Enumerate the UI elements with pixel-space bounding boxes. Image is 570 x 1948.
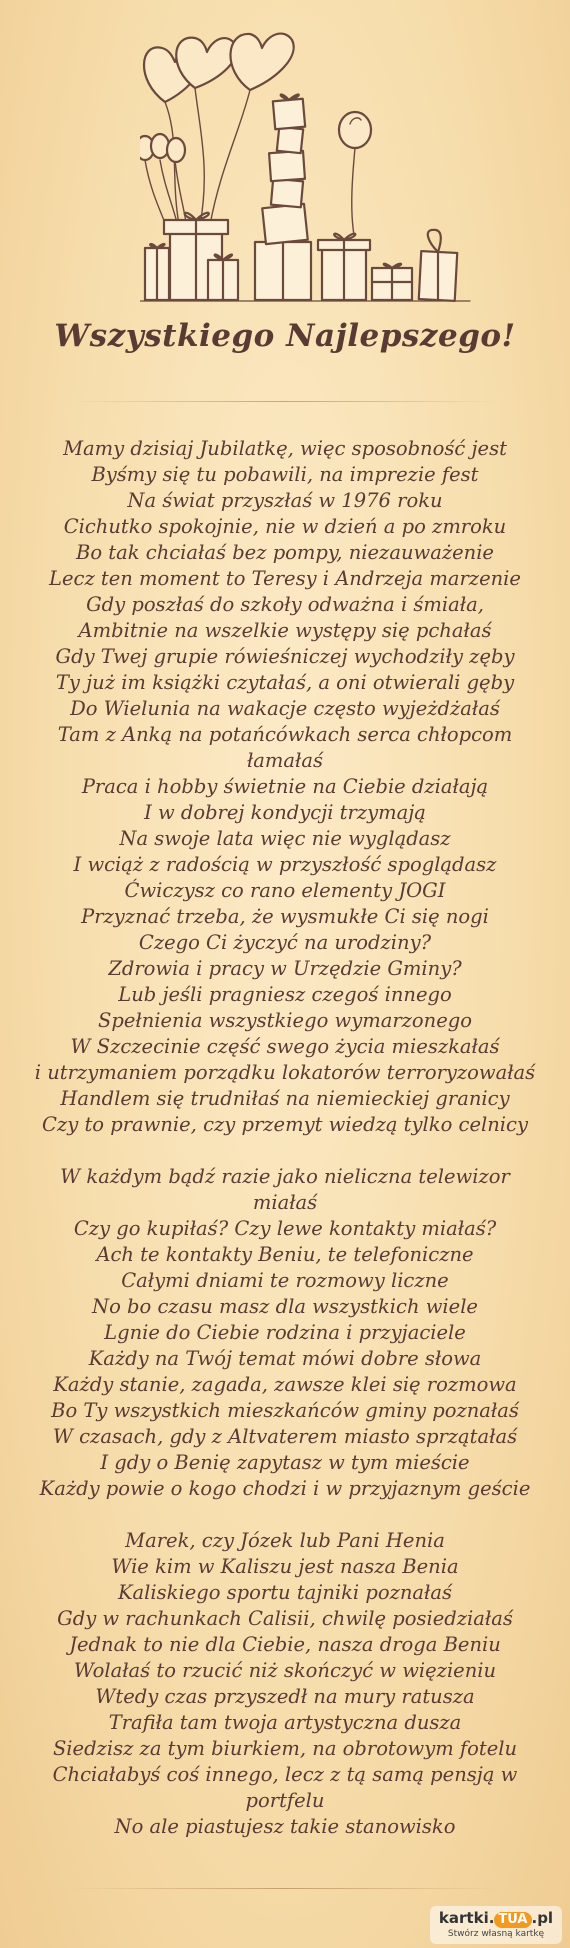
poem-line: Gdy Twej grupie rówieśniczej wychodziły zęby (55, 645, 515, 668)
poem-line: Jednak to nie dla Ciebie, nasza droga Beniu (69, 1633, 501, 1656)
poem-line: Wie kim w Kaliszu jest nasza Benia (111, 1555, 459, 1578)
poem-line: Gdy w rachunkach Calisii, chwilę posiedziałaś (57, 1607, 513, 1630)
divider-bottom (70, 1888, 500, 1889)
poem (30, 436, 540, 1840)
poem-line: Chciałabyś coś innego, lecz z tą samą pensją w portfelu (52, 1763, 518, 1812)
poem-line: Lub jeśli pragniesz czegoś innego (118, 983, 452, 1006)
poem-line: I wciąż z radością w przyszłość spoglądasz (73, 853, 497, 876)
poem-line: Ambitnie na wszelkie występy się pchałaś (78, 619, 492, 642)
poem-line: Mamy dzisiaj Jubilatkę, więc sposobność jest (63, 437, 507, 460)
poem-line: Każdy stanie, zagada, zawsze klei się rozmowa (53, 1373, 517, 1396)
poem-line: I w dobrej kondycji trzymają (144, 801, 426, 824)
poem-line: Ćwiczysz co rano elementy JOGI (124, 879, 446, 902)
poem-line: Bo Ty wszystkich mieszkańców gminy poznałaś (51, 1399, 519, 1422)
gift-box-icon (255, 95, 311, 300)
poem-line: Spełnienia wszystkiego wymarzonego (98, 1009, 472, 1032)
poem-line: Na swoje lata więc nie wyglądasz (119, 827, 451, 850)
poem-line: W każdym bądź razie jako nieliczna telewizor miałaś (60, 1165, 510, 1214)
poem-line: Czy to prawnie, czy przemyt wiedzą tylko celnicy (42, 1113, 528, 1136)
poem-line: Handlem się trudniłaś na niemieckiej granicy (60, 1087, 510, 1110)
poem-line: W Szczecinie część swego życia mieszkałaś (70, 1035, 500, 1058)
poem-stanza-1 (30, 436, 540, 1138)
poem-line: Do Wielunia na wakacje często wyjeżdżałaś (70, 697, 500, 720)
brand-logo-ball: TUA (494, 1912, 531, 1928)
poem-line: Kaliskiego sportu tajniki poznałaś (117, 1581, 453, 1604)
gift-box-icon (419, 230, 457, 301)
poem-line: No bo czasu masz dla wszystkich wiele (92, 1295, 478, 1318)
greeting-heading: Wszystkiego Najlepszego! (54, 318, 516, 354)
poem-line: Na świat przyszłaś w 1976 roku (127, 489, 443, 512)
poem-line: Marek, czy Józek lub Pani Henia (125, 1529, 445, 1552)
poem-line: Byśmy się tu pobawili, na imprezie fest (91, 463, 479, 486)
poem-line: Lgnie do Ciebie rodzina i przyjaciele (104, 1321, 466, 1344)
poem-line: i utrzymaniem porządku lokatorów terroryzowałaś (34, 1061, 536, 1084)
poem-line: Zdrowia i pracy w Urzędzie Gminy? (108, 957, 462, 980)
poem-line: Siedzisz za tym biurkiem, na obrotowym fotelu (52, 1737, 518, 1760)
poem-line: Cichutko spokojnie, nie w dzień a po zmroku (63, 515, 507, 538)
poem-line: Całymi dniami te rozmowy liczne (121, 1269, 449, 1292)
heart-balloon-icon (176, 38, 237, 88)
poem-line: Trafiła tam twoja artystyczna dusza (108, 1711, 462, 1734)
poem-line: Czego Ci życzyć na urodziny? (138, 931, 432, 954)
poem-line: Czy go kupiłaś? Czy lewe kontakty miałaś? (73, 1217, 497, 1240)
divider-top (70, 401, 500, 402)
stanza-gap (30, 1138, 540, 1164)
gift-box-icon (318, 234, 370, 300)
poem-stanza-2 (30, 1164, 540, 1502)
poem-line: Praca i hobby świetnie na Ciebie działają (81, 775, 489, 798)
brand-tagline: Stwórz własną kartkę (447, 1929, 545, 1939)
poem-line: Tam z Anką na potańcówkach serca chłopcom łamałaś (57, 723, 513, 772)
gift-box-icon (208, 255, 238, 300)
brand-link[interactable] (430, 1906, 562, 1944)
poem-line: Bo tak chciałaś bez pompy, niezauważenie (76, 541, 494, 564)
poem-line: Ach te kontakty Beniu, te telefoniczne (96, 1243, 474, 1266)
balloons-and-gifts-illustration (140, 20, 480, 320)
heart-balloon-icon (230, 34, 293, 90)
poem-stanza-3 (30, 1528, 540, 1840)
gift-box-icon (372, 264, 412, 300)
brand-logo: kartki. TUA .pl (438, 1909, 554, 1927)
poem-line: Gdy poszłaś do szkoły odważna i śmiała, (86, 593, 484, 616)
poem-line: Wolałaś to rzucić niż skończyć w więzieniu (73, 1659, 497, 1682)
poem-line: Wtedy czas przyszedł na mury ratusza (95, 1685, 475, 1708)
round-balloon-icon (140, 134, 185, 162)
poem-line: No ale piastujesz takie stanowisko (114, 1815, 456, 1838)
poem-line: W czasach, gdy z Altvaterem miasto sprzątałaś (52, 1425, 518, 1448)
poem-line: Lecz ten moment to Teresy i Andrzeja marzenie (49, 567, 521, 590)
poem-line: Każdy powie o kogo chodzi i w przyjaznym geście (39, 1477, 531, 1500)
round-balloon-icon (339, 112, 371, 148)
poem-line: Ty już im książki czytałaś, a oni otwierali gęby (55, 671, 515, 694)
poem-line: I gdy o Benię zapytasz w tym mieście (100, 1451, 470, 1474)
poem-line: Każdy na Twój temat mówi dobre słowa (88, 1347, 482, 1370)
poem-line: Przyznać trzeba, że wysmukłe Ci się nogi (81, 905, 489, 928)
gift-box-icon (145, 244, 169, 300)
stanza-gap (30, 1502, 540, 1528)
